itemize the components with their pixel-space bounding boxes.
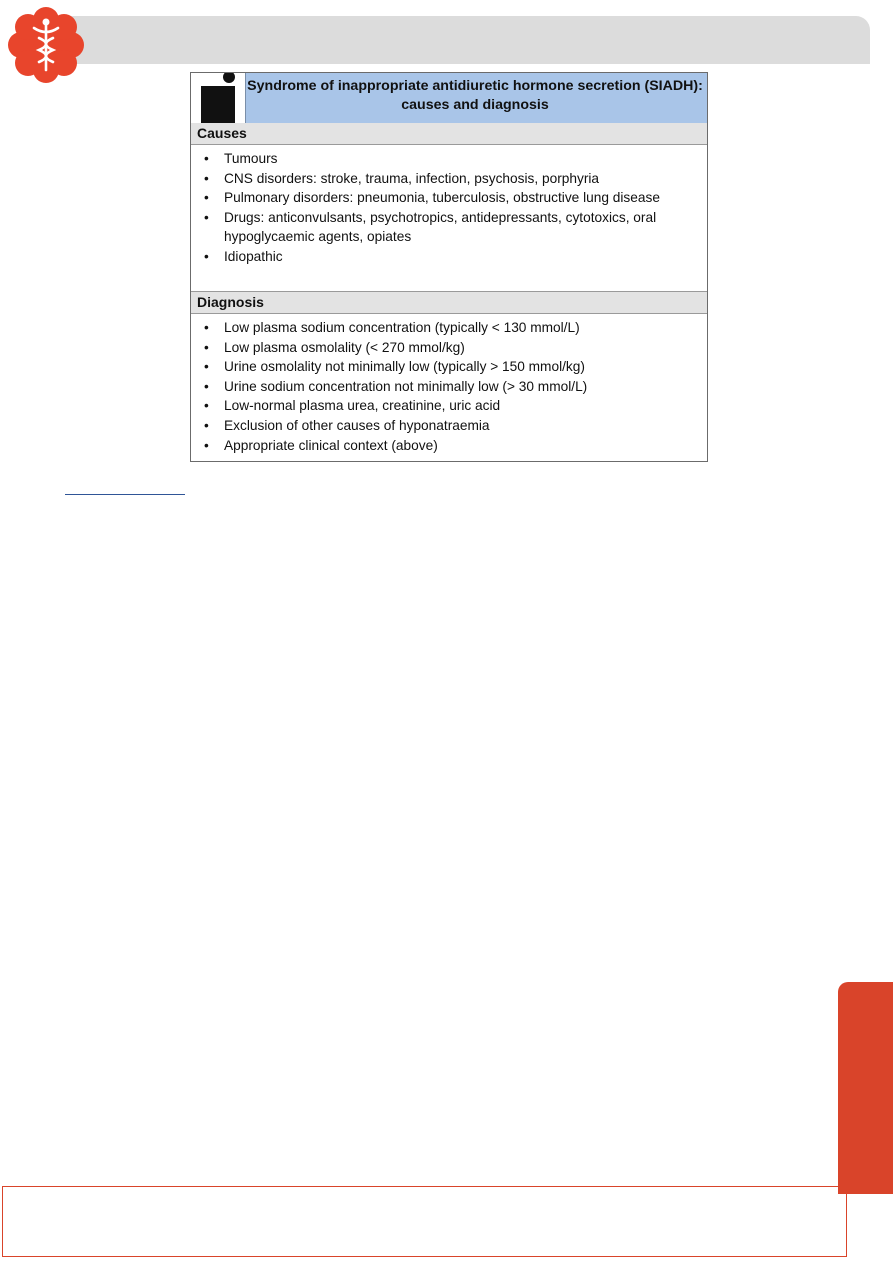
section-heading-diagnosis: Diagnosis — [191, 291, 707, 314]
header-bar — [48, 16, 870, 64]
list-item: • Urine osmolality not minimally low (typically > 150 mmol/kg) — [191, 357, 707, 377]
siadh-info-box — [190, 72, 708, 462]
list-item: • Low plasma sodium concentration (typically < 130 mmol/L) — [191, 318, 707, 338]
list-item: • Tumours — [191, 149, 707, 169]
caduceus-logo-icon — [2, 4, 90, 86]
footer-box — [2, 1186, 847, 1257]
causes-list — [191, 149, 707, 267]
info-box-title: Syndrome of inappropriate antidiuretic hormone secretion (SIADH): causes and diagnosis — [247, 78, 703, 113]
underline-link[interactable] — [65, 494, 185, 495]
list-item: • Drugs: anticonvulsants, psychotropics, antidepressants, cytotoxics, oral hypoglycaemic agents, opiates — [191, 208, 707, 247]
list-item: • Appropriate clinical context (above) — [191, 436, 707, 456]
section-heading-causes: Causes — [191, 123, 707, 145]
list-item: • Idiopathic — [191, 247, 707, 267]
list-item: • CNS disorders: stroke, trauma, infection, psychosis, porphyria — [191, 169, 707, 189]
info-icon — [191, 73, 246, 123]
list-item: • Exclusion of other causes of hyponatraemia — [191, 416, 707, 436]
info-box-header — [191, 73, 707, 124]
side-tab — [838, 982, 893, 1194]
diagnosis-list — [191, 318, 707, 455]
list-item: • Low plasma osmolality (< 270 mmol/kg) — [191, 338, 707, 358]
list-item: • Urine sodium concentration not minimally low (> 30 mmol/L) — [191, 377, 707, 397]
list-item: • Low-normal plasma urea, creatinine, uric acid — [191, 396, 707, 416]
list-item: • Pulmonary disorders: pneumonia, tuberculosis, obstructive lung disease — [191, 188, 707, 208]
